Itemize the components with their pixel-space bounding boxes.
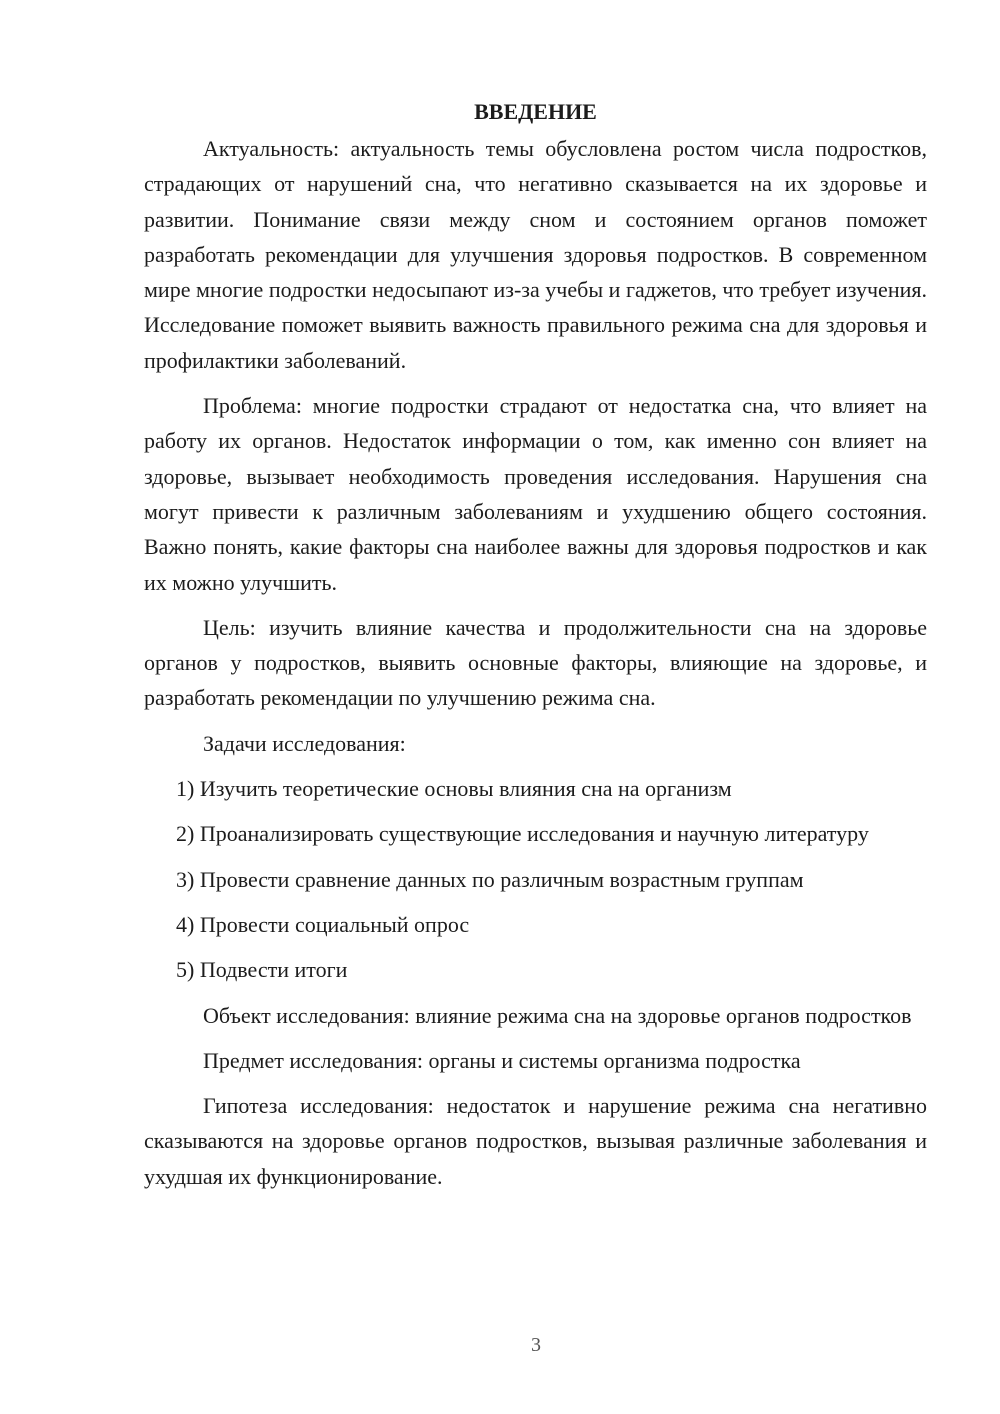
task-item-3: 3) Провести сравнение данных по различным возрастным группам	[176, 866, 804, 892]
paragraph-goal: Цель: изучить влияние качества и продолжительности сна на здоровье органов у подростков, выявить основные факторы, влияющие на здоровье, и разработать рекомендации по улучшению режима сна.	[144, 614, 927, 711]
task-item-4: 4) Провести социальный опрос	[176, 911, 470, 937]
document-page	[144, 94, 927, 1204]
paragraph-hypothesis: Гипотеза исследования: недостаток и нарушение режима сна негативно сказываются на здоровье органов подростков, вызывая различные заболевания и ухудшая их функционирование.	[144, 1093, 927, 1189]
paragraph-subject: Предмет исследования: органы и системы организма подростка	[203, 1047, 801, 1073]
paragraph-problem: Проблема: многие подростки страдают от недостатка сна, что влияет на работу их органов. Недостаток информации о том, как именно сон влияет на здоровье, вызывает необходимость проведения исследования. Нарушения сна могут привести к различным заболеваниям и ухудшению общего состояния. Важно понять, какие факторы сна наиболее важны для здоровья подростков и как их можно улучшить.	[144, 393, 927, 595]
task-item-1: 1) Изучить теоретические основы влияния сна на организм	[176, 776, 732, 802]
task-item-2: 2) Проанализировать существующие исследования и научную литературу	[176, 821, 869, 847]
section-title: ВВЕДЕНИЕ	[474, 99, 597, 124]
page-number: 3	[531, 1334, 541, 1356]
paragraph-tasks-heading: Задачи исследования:	[203, 730, 406, 756]
task-item-5: 5) Подвести итоги	[176, 957, 348, 983]
paragraph-relevance: Актуальность: актуальность темы обусловлена ростом числа подростков, страдающих от нарушений сна, что негативно сказывается на их здоровье и развитии. Понимание связи между сном и состоянием органов поможет разработать рекомендации для улучшения здоровья подростков. В современном мире многие подростки недосыпают из-за учебы и гаджетов, что требует изучения. Исследование поможет выявить важность правильного режима сна для здоровья и профилактики заболеваний.	[144, 136, 927, 373]
paragraph-object: Объект исследования: влияние режима сна на здоровье органов подростков	[203, 1002, 912, 1028]
